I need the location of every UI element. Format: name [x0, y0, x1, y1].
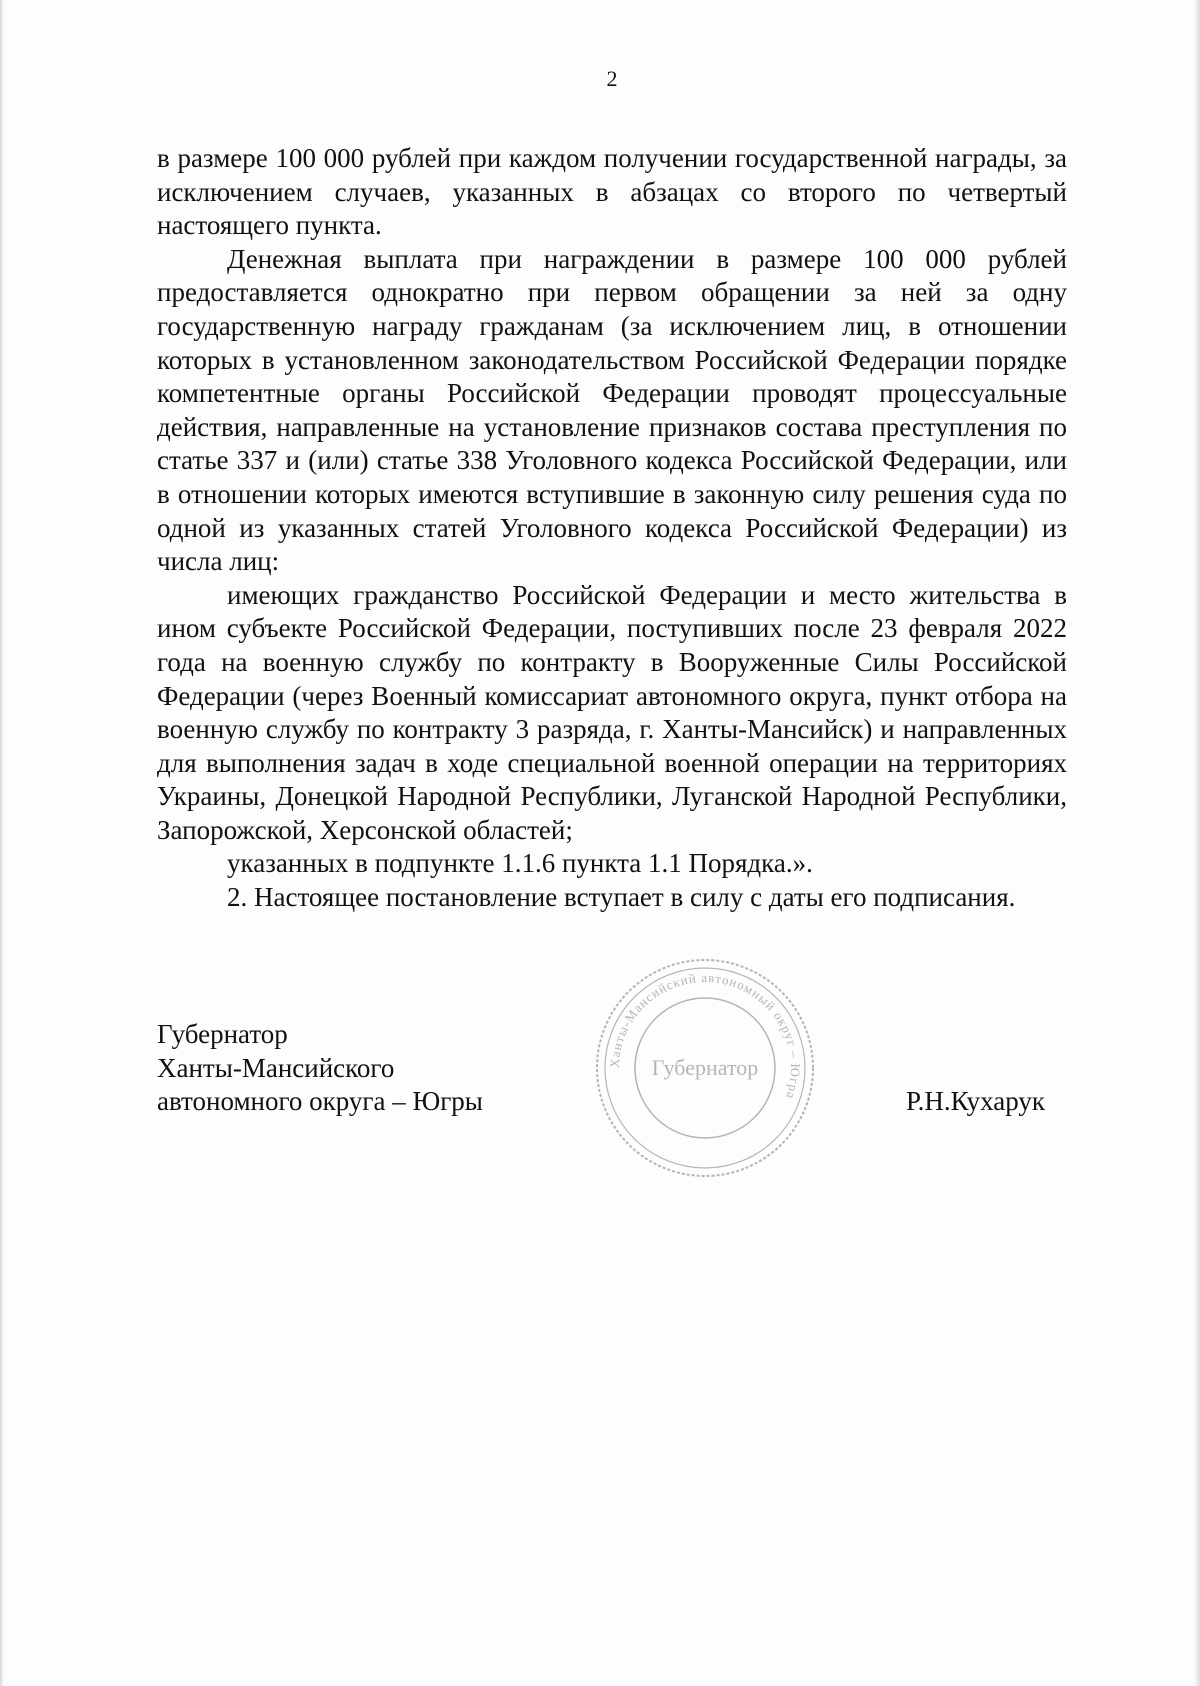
official-seal: [592, 955, 818, 1181]
position-line: Ханты-Мансийского: [157, 1052, 395, 1083]
signer-name: Р.Н.Кухарук: [906, 1086, 1046, 1116]
scan-edge-left: [0, 0, 4, 1686]
seal-inner-text: Губернатор: [651, 1055, 759, 1080]
paragraph-payment: Денежная выплата при награждении в размере 100 000 рублей предоставляется однократно при первом обращении за ней за одну государственную награду гражданам (за исключением лиц, в отношении которых в установленном законодательством Российской Федерации порядке компетентные органы Российской Федерации проводят процессуальные действия, направленные на установление признаков состава преступления по статье 337 и (или) статье 338 Уголовного кодекса Российской Федерации, или в отношении которых имеются вступившие в законную силу решения суда по одной из указанных статей Уголовного кодекса Российской Федерации) из числа лиц:: [157, 243, 1067, 577]
paragraph-effective-date: 2. Настоящее постановление вступает в силу с даты его подписания.: [227, 882, 1016, 913]
paragraph-reference: указанных в подпункте 1.1.6 пункта 1.1 Порядка.».: [227, 848, 813, 879]
position-line: Губернатор: [157, 1019, 288, 1049]
seal-ring-text: Ханты-Мансийский автономный округ – Югра: [606, 969, 804, 1102]
paragraph-continuation: в размере 100 000 рублей при каждом получении государственной награды, за исключением случаев, указанных в абзацах со второго по четвертый настоящего пункта.: [157, 143, 1067, 241]
signature-position: [157, 1018, 483, 1119]
page-number: 2: [606, 66, 618, 91]
scan-edge-right: [1194, 0, 1200, 1686]
paragraph-citizens: имеющих гражданство Российской Федерации и место жительства в ином субъекте Российской Федерации, поступивших после 23 февраля 2022 года на военную службу по контракту в Вооруженные Силы Российской Федерации (через Военный комиссариат автономного округа, пункт отбора на военную службу по контракту 3 разряда, г. Ханты-Мансийск) и направленных для выполнения задач в ходе специальной военной операции на территориях Украины, Донецкой Народной Республики, Луганской Народной Республики, Запорожской, Херсонской областей;: [157, 579, 1067, 845]
document-body: [157, 142, 1067, 915]
position-line: автономного округа – Югры: [157, 1086, 483, 1117]
